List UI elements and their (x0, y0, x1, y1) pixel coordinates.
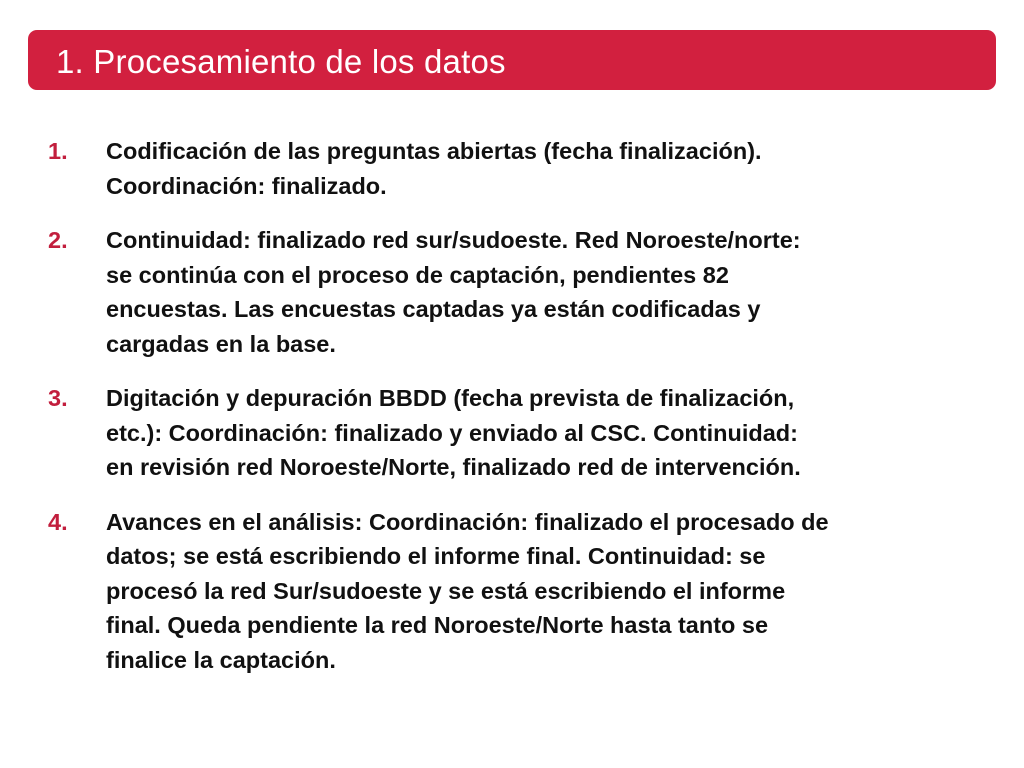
list-item-text: Continuidad: finalizado red sur/sudoeste. Red Noroeste/norte: se continúa con el proceso de captación, pendientes 82 encuestas. Las encuestas captadas ya están codificadas y cargadas en la base. (106, 227, 801, 357)
list-item-text: Digitación y depuración BBDD (fecha prevista de finalización, etc.): Coordinación: finalizado y enviado al CSC. Continuidad: en revisión red Noroeste/Norte, finalizado red de intervención. (106, 385, 801, 480)
list-item-number: 3. (48, 385, 68, 411)
list-item (48, 223, 998, 361)
slide-title: 1. Procesamiento de los datos (56, 42, 506, 80)
list-item (48, 505, 998, 678)
list-item-number: 4. (48, 508, 68, 535)
list-item (48, 134, 998, 203)
content-list (48, 134, 998, 697)
list-item-text: Avances en el análisis: Coordinación: finalizado el procesado de datos; se está escribiendo el informe final. Continuidad: se procesó la red Sur/sudoeste y se está escribiendo el informe final. Queda pendiente la red Noroeste/Norte hasta tanto se finalice la captación. (106, 508, 829, 673)
list-item-number: 1. (48, 138, 68, 164)
list-item-text: Codificación de las preguntas abiertas (fecha finalización). Coordinación: finalizado. (106, 138, 762, 199)
list-item (48, 381, 998, 485)
list-item-number: 2. (48, 227, 68, 253)
title-bar (28, 30, 996, 90)
